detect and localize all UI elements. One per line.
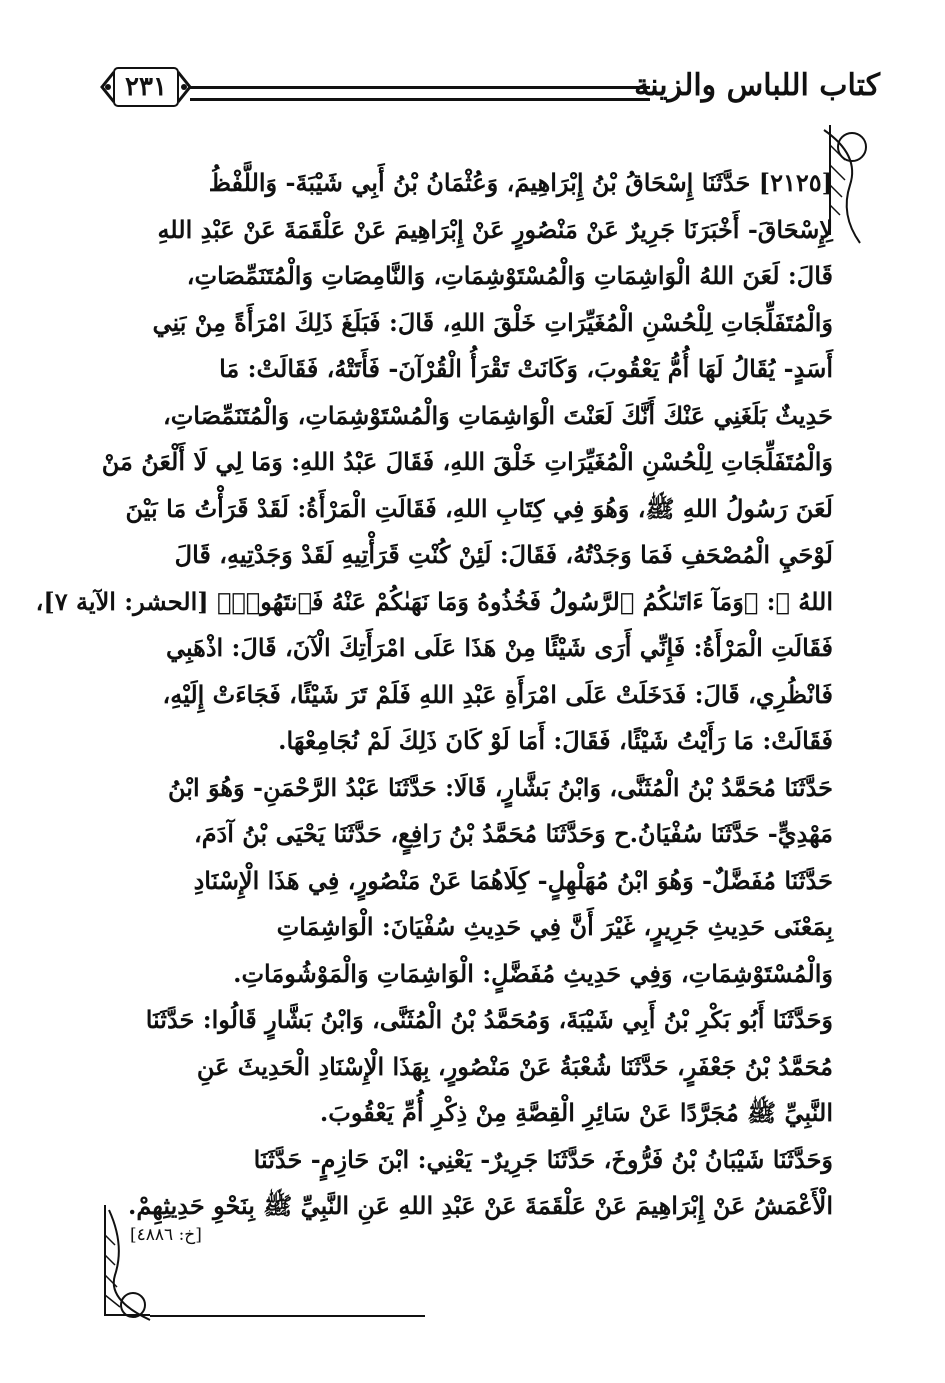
text-line: حَدَّثَنَا مُفَضَّلٌ- وَهُوَ ابْنُ مُهَلْهِلٍ- كِلَاهُمَا عَنْ مَنْصُورٍ، فِي هَذَا الْإِسْنَادِ <box>193 865 833 895</box>
text-line: مَهْدِيٍّ- حَدَّثَنَا سُفْيَانُ.ح وَحَدَّثَنَا مُحَمَّدُ بْنُ رَافِعٍ، حَدَّثَنَا يَحْيَى بْنُ آدَمَ، <box>193 819 833 848</box>
footnote-rule <box>150 1315 425 1317</box>
hadith-paragraph <box>35 160 833 765</box>
text-line: قَالَ: لَعَنَ اللهُ الْوَاشِمَاتِ وَالْمُسْتَوْشِمَاتِ، وَالنَّامِصَاتِ وَالْمُتَنَمِّصَاتِ، <box>186 261 833 290</box>
text-line: حَدِيثٌ بَلَغَنِي عَنْكَ أَنَّكَ لَعَنْتَ الْوَاشِمَاتِ وَالْمُسْتَوْشِمَاتِ، وَالْمُتَنَمِّصَاتِ، <box>162 400 833 430</box>
hadith-paragraph <box>128 765 833 998</box>
page-header <box>90 62 880 122</box>
corner-ornament-icon <box>95 1205 155 1325</box>
text-line: وَالْمُتَفَلِّجَاتِ لِلْحُسْنِ الْمُغَيِّرَاتِ خَلْقَ اللهِ، فَقَالَ عَبْدُ اللهِ: وَمَا لِي لَا أَلْعَنُ مَنْ <box>101 447 833 476</box>
text-line: فَانْظُرِي، قَالَ: فَدَخَلَتْ عَلَى امْرَأَةِ عَبْدِ اللهِ فَلَمْ تَرَ شَيْئًا، فَجَاءَتْ إِلَيْهِ، <box>162 679 833 709</box>
text-line: [٢١٢٥] حَدَّثَنَا إِسْحَاقُ بْنُ إِبْرَاهِيمَ، وَعُثْمَانُ بْنُ أَبِي شَيْبَةَ- وَاللَّفْظُ <box>208 168 833 197</box>
text-line: حَدَّثَنَا مُحَمَّدُ بْنُ الْمُثَنَّى، وَابْنُ بَشَّارٍ، قَالَا: حَدَّثَنَا عَبْدُ الرَّحْمَنِ- وَهُوَ ابْنُ <box>168 772 833 802</box>
text-line: فَقَالَتِ الْمَرْأَةُ: فَإِنِّي أَرَى شَيْئًا مِنْ هَذَا عَلَى امْرَأَتِكَ الْآنَ، قَالَ: اذْهَبِي <box>165 633 833 662</box>
text-line: لَعَنَ رَسُولُ اللهِ ﷺ، وَهُوَ فِي كِتَابِ اللهِ، فَقَالَتِ الْمَرْأَةُ: لَقَدْ قَرَأْتُ مَا بَيْنَ <box>125 493 833 523</box>
text-line: فَقَالَتْ: مَا رَأَيْتُ شَيْئًا، فَقَالَ: أَمَا لَوْ كَانَ ذَلِكَ لَمْ نُجَامِعْهَا. <box>278 726 833 755</box>
text-line: وَالْمُتَفَلِّجَاتِ لِلْحُسْنِ الْمُغَيِّرَاتِ خَلْقَ اللهِ، قَالَ: فَبَلَغَ ذَلِكَ امْرَأَةً مِنْ بَنِي <box>152 307 833 337</box>
header-rule <box>190 86 650 101</box>
page-number-frame <box>100 64 192 110</box>
footnote-reference: [خ: ٤٨٨٦] <box>130 1225 202 1245</box>
text-line: وَحَدَّثَنَا أَبُو بَكْرِ بْنُ أَبِي شَيْبَةَ، وَمُحَمَّدُ بْنُ الْمُثَنَّى، وَابْنُ بَشَّارٍ قَالُوا: حَدَّثَنَا <box>145 1005 833 1034</box>
hadith-paragraph <box>128 1137 833 1230</box>
text-line: بِمَعْنَى حَدِيثِ جَرِيرٍ، غَيْرَ أَنَّ فِي حَدِيثِ سُفْيَانَ: الْوَاشِمَاتِ <box>276 912 833 941</box>
hadith-text-body <box>35 160 833 1230</box>
text-line: وَحَدَّثَنَا شَيْبَانُ بْنُ فَرُّوخَ، حَدَّثَنَا جَرِيرٌ- يَعْنِي: ابْنَ حَازِمٍ- حَدَّثَنَا <box>253 1144 833 1174</box>
text-line: مُحَمَّدُ بْنُ جَعْفَرٍ، حَدَّثَنَا شُعْبَةُ عَنْ مَنْصُورٍ، بِهَذَا الْإِسْنَادِ الْحَدِيثَ عَنِ <box>196 1051 833 1081</box>
text-line: وَالْمُسْتَوْشِمَاتِ، وَفِي حَدِيثِ مُفَضَّلٍ: الْوَاشِمَاتِ وَالْمَوْشُومَاتِ. <box>233 958 833 988</box>
text-line: الْأَعْمَشُ عَنْ إِبْرَاهِيمَ عَنْ عَلْقَمَةَ عَنْ عَبْدِ اللهِ عَنِ النَّبِيِّ ﷺ بِنَحْوِ حَدِيثِهِمْ. <box>127 1191 833 1220</box>
text-line: اللهُ ﷻ: ﴿وَمَآ ءَاتَىٰكُمُ ٱلرَّسُولُ فَخُذُوهُ وَمَا نَهَىٰكُمْ عَنْهُ فَٱنتَهُوا۟﴾ [الحشر: الآية ٧]، <box>35 586 833 616</box>
hadith-paragraph <box>128 997 833 1137</box>
text-line: لِإِسْحَاقَ- أَخْبَرَنَا جَرِيرٌ عَنْ مَنْصُورٍ عَنْ إِبْرَاهِيمَ عَنْ عَلْقَمَةَ عَنْ عَبْدِ اللهِ <box>157 214 833 244</box>
text-line: النَّبِيِّ ﷺ مُجَرَّدًا عَنْ سَائِرِ الْقِصَّةِ مِنْ ذِكْرِ أُمِّ يَعْقُوبَ. <box>319 1098 833 1127</box>
page-number: ٢٣١ <box>125 72 167 102</box>
book-title: كتاب اللباس والزينة <box>634 68 880 103</box>
text-line: أَسَدٍ- يُقَالُ لَهَا أُمُّ يَعْقُوبَ، وَكَانَتْ تَقْرَأُ الْقُرْآنَ- فَأَتَتْهُ، فَقَالَتْ: مَا <box>219 354 833 383</box>
text-line: لَوْحَيِ الْمُصْحَفِ فَمَا وَجَدْتُهُ، فَقَالَ: لَئِنْ كُنْتِ قَرَأْتِيهِ لَقَدْ وَجَدْتِيهِ، قَالَ <box>174 540 833 569</box>
